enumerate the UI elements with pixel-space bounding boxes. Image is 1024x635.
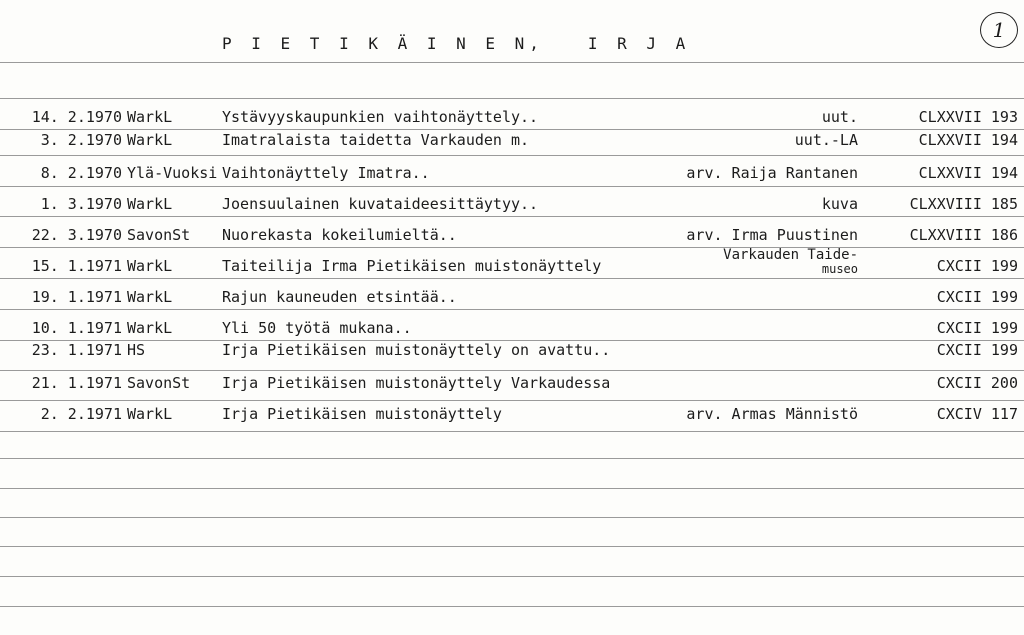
entry-row bbox=[0, 318, 1024, 338]
entry-note: uut. bbox=[821, 108, 858, 126]
entry-reference: CXCII 199 bbox=[936, 288, 1018, 306]
ruled-line bbox=[0, 309, 1024, 310]
entry-row bbox=[0, 194, 1024, 214]
entry-reference: CXCII 199 bbox=[936, 341, 1018, 359]
entry-title: Irja Pietikäisen muistonäyttely bbox=[222, 405, 502, 423]
entry-reference: CLXXVII 194 bbox=[918, 164, 1018, 182]
entry-row bbox=[0, 163, 1024, 183]
entry-row bbox=[0, 373, 1024, 393]
ruled-line bbox=[0, 247, 1024, 248]
entry-source: SavonSt bbox=[127, 374, 191, 392]
entry-reference: CLXXVIII 186 bbox=[909, 226, 1018, 244]
ruled-line bbox=[0, 370, 1024, 371]
entry-reference: CXCII 200 bbox=[936, 374, 1018, 392]
entry-title: Vaihtonäyttely Imatra.. bbox=[222, 164, 430, 182]
entry-note: kuva bbox=[821, 195, 858, 213]
entry-title: Imatralaista taidetta Varkauden m. bbox=[222, 131, 530, 149]
ruled-line bbox=[0, 278, 1024, 279]
entry-row bbox=[0, 225, 1024, 245]
ruled-line bbox=[0, 155, 1024, 156]
entry-note: arv. Irma Puustinen bbox=[686, 226, 858, 244]
entry-source: WarkL bbox=[127, 405, 173, 423]
entry-reference: CXCII 199 bbox=[936, 319, 1018, 337]
entry-reference: CLXXVII 194 bbox=[918, 131, 1018, 149]
ruled-line bbox=[0, 400, 1024, 401]
entry-row bbox=[0, 340, 1024, 360]
entry-source: WarkL bbox=[127, 319, 173, 337]
entry-note: arv. Raija Rantanen bbox=[686, 164, 858, 182]
entry-title: Rajun kauneuden etsintää.. bbox=[222, 288, 457, 306]
entry-date: 14. 2.1970 bbox=[31, 108, 122, 126]
entry-source: WarkL bbox=[127, 288, 173, 306]
ruled-line bbox=[0, 216, 1024, 217]
entry-date: 8. 2.1970 bbox=[40, 164, 122, 182]
entry-reference: CXCII 199 bbox=[936, 257, 1018, 275]
entry-date: 23. 1.1971 bbox=[31, 341, 122, 359]
entry-row bbox=[0, 130, 1024, 150]
entry-reference: CLXXVII 193 bbox=[918, 108, 1018, 126]
card-heading: P I E T I K Ä I N E N, I R J A bbox=[222, 34, 691, 53]
entry-source: HS bbox=[127, 341, 146, 359]
entry-note-line1: Varkauden Taide- bbox=[723, 247, 858, 263]
entry-source: WarkL bbox=[127, 131, 173, 149]
entry-note: arv. Armas Männistö bbox=[686, 405, 858, 423]
entry-row bbox=[0, 287, 1024, 307]
entry-date: 2. 2.1971 bbox=[40, 405, 122, 423]
entry-row bbox=[0, 247, 1024, 276]
entry-title: Yli 50 työtä mukana.. bbox=[222, 319, 412, 337]
entry-source: Ylä-Vuoksi bbox=[127, 164, 218, 182]
entry-note: uut.-LA bbox=[794, 131, 858, 149]
entry-note bbox=[723, 248, 858, 276]
entry-title: Irja Pietikäisen muistonäyttely on avattu.. bbox=[222, 341, 611, 359]
entry-date: 22. 3.1970 bbox=[31, 226, 122, 244]
ruled-line bbox=[0, 488, 1024, 489]
entry-source: WarkL bbox=[127, 108, 173, 126]
entry-row bbox=[0, 107, 1024, 127]
entry-source: WarkL bbox=[127, 195, 173, 213]
entry-title: Joensuulainen kuvataideesittäytyy.. bbox=[222, 195, 539, 213]
entry-date: 3. 2.1970 bbox=[40, 131, 122, 149]
ruled-line bbox=[0, 517, 1024, 518]
entry-date: 15. 1.1971 bbox=[31, 257, 122, 275]
ruled-line bbox=[0, 98, 1024, 99]
entry-row bbox=[0, 404, 1024, 424]
entry-date: 10. 1.1971 bbox=[31, 319, 122, 337]
entry-title: Irja Pietikäisen muistonäyttely Varkaudessa bbox=[222, 374, 611, 392]
entry-date: 19. 1.1971 bbox=[31, 288, 122, 306]
ruled-line bbox=[0, 606, 1024, 607]
entry-title: Nuorekasta kokeilumieltä.. bbox=[222, 226, 457, 244]
ruled-line bbox=[0, 431, 1024, 432]
ruled-line bbox=[0, 458, 1024, 459]
entry-source: WarkL bbox=[127, 257, 173, 275]
entry-title: Ystävyyskaupunkien vaihtonäyttely.. bbox=[222, 108, 539, 126]
entry-date: 1. 3.1970 bbox=[40, 195, 122, 213]
entry-source: SavonSt bbox=[127, 226, 191, 244]
card-number-circle: 1 bbox=[980, 12, 1018, 48]
ruled-line bbox=[0, 186, 1024, 187]
entry-reference: CLXXVIII 185 bbox=[909, 195, 1018, 213]
entry-note-line2: museo bbox=[821, 262, 858, 276]
entry-date: 21. 1.1971 bbox=[31, 374, 122, 392]
ruled-line bbox=[0, 546, 1024, 547]
ruled-line bbox=[0, 62, 1024, 63]
entry-title: Taiteilija Irma Pietikäisen muistonäyttely bbox=[222, 257, 602, 275]
ruled-line bbox=[0, 576, 1024, 577]
entry-reference: CXCIV 117 bbox=[936, 405, 1018, 423]
